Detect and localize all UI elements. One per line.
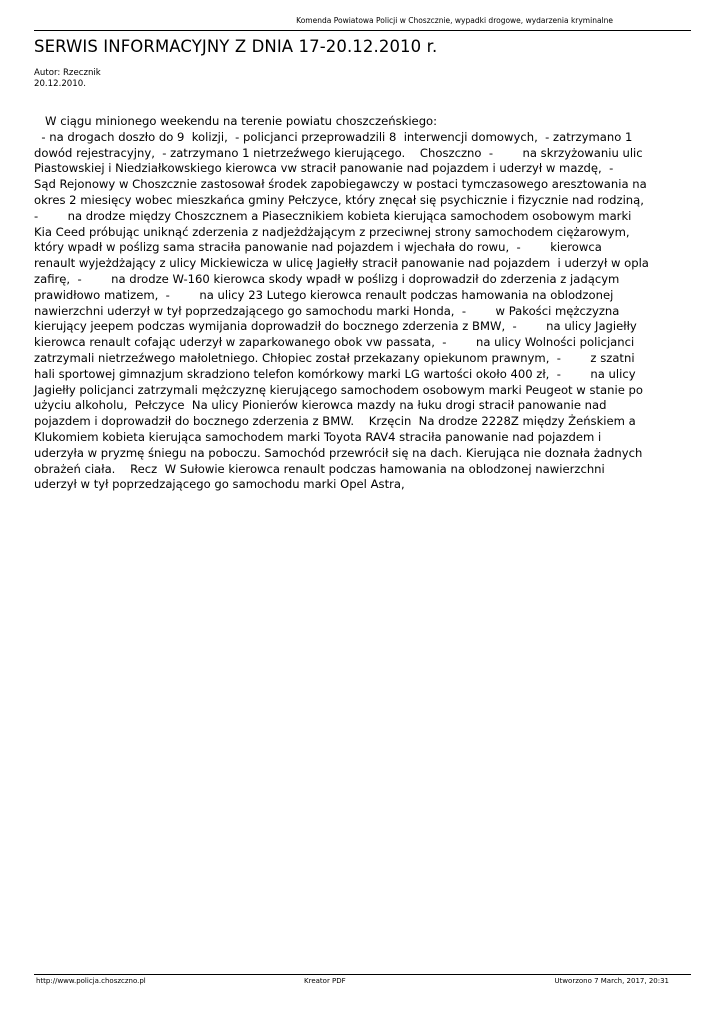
body-line: uderzyła w pryzmę śniegu na poboczu. Samochód przewrócił się na dach. Kierująca nie doznała żadnych: [34, 445, 643, 460]
body-line: Piastowskiej i Niedziałkowskiego kierowca vw stracił panowanie nad pojazdem i uderzył w mazdę, -: [34, 161, 614, 176]
body-line: pojazdem i doprowadził do bocznego zderzenia z BMW. Krzęcin Na drodze 2228Z między Żeńskiem a: [34, 414, 636, 429]
body-line: dowód rejestracyjny, - zatrzymano 1 nietrzeźwego kierującego. Choszczno - na skrzyżowaniu ulic: [34, 145, 643, 160]
body-line: uderzył w tył poprzedzającego go samochodu marki Opel Astra,: [34, 477, 405, 492]
article-meta: [34, 68, 101, 90]
body-line: użyciu alkoholu, Pełczyce Na ulicy Pionierów kierowca mazdy na łuku drogi stracił panowanie nad: [34, 398, 607, 413]
article-body: [34, 114, 684, 493]
body-line: kierujący jeepem podczas wymijania doprowadził do bocznego zderzenia z BMW, - na ulicy Jagiełły: [34, 319, 637, 334]
body-line: W ciągu minionego weekendu na terenie powiatu choszczeńskiego:: [34, 114, 438, 128]
article-title: SERWIS INFORMACYJNY Z DNIA 17-20.12.2010 r.: [34, 37, 438, 56]
body-line: hali sportowej gimnazjum skradziono telefon komórkowy marki LG wartości około 400 zł, - na ulicy: [34, 366, 636, 381]
body-line: renault wyjeżdżający z ulicy Mickiewicza w ulicę Jagiełły stracił panowanie nad pojazdem i uderzył w opla: [34, 256, 649, 271]
footer-generator: Kreator PDF: [304, 977, 346, 985]
body-line: Kia Ceed próbując uniknąć zderzenia z nadjeżdżającym z przeciwnej strony samochodem ciężarowym,: [34, 224, 630, 239]
body-line: - na drodze między Choszcznem a Piasecznikiem kobieta kierująca samochodem osobowym marki: [34, 208, 632, 223]
footer-url-link[interactable]: http://www.policja.choszczno.pl: [36, 977, 146, 985]
body-line: - na drogach doszło do 9 kolizji, - policjanci przeprowadzili 8 interwencji domowych, - zatrzymano 1: [34, 129, 633, 144]
body-line: Jagiełły policjanci zatrzymali mężczyznę kierującego samochodem osobowym marki Peugeot w stanie po: [34, 382, 643, 397]
body-line: Sąd Rejonowy w Choszcznie zastosował środek zapobiegawczy w postaci tymczasowego aresztowania na: [34, 177, 647, 192]
date-line: 20.12.2010.: [34, 79, 86, 89]
body-line: prawidłowo matizem, - na ulicy 23 Lutego kierowca renault podczas hamowania na oblodzonej: [34, 287, 614, 302]
body-line: który wpadł w poślizg sama straciła panowanie nad pojazdem i wjechała do rowu, - kierowca: [34, 240, 602, 255]
body-line: nawierzchni uderzył w tył poprzedzającego go samochodu marki Honda, - w Pakości mężczyzna: [34, 303, 620, 318]
footer-created: Utworzono 7 March, 2017, 20:31: [554, 977, 669, 985]
body-line: kierowca renault cofając uderzył w zaparkowanego obok vw passata, - na ulicy Wolności policjanci: [34, 335, 635, 350]
footer-rule: [34, 974, 691, 975]
running-header: Komenda Powiatowa Policji w Choszcznie, wypadki drogowe, wydarzenia kryminalne: [296, 16, 613, 25]
body-line: Klukomiem kobieta kierująca samochodem marki Toyota RAV4 straciła panowanie nad pojazdem i: [34, 429, 602, 444]
body-line: okres 2 miesięcy wobec mieszkańca gminy Pełczyce, który znęcał się psychicznie i fizycznie nad rodziną,: [34, 192, 644, 207]
body-line: zatrzymali nietrzeźwego małoletniego. Chłopiec został przekazany opiekunom prawnym, - z szatni: [34, 350, 635, 365]
body-line: zafirę, - na drodze W-160 kierowca skody wpadł w poślizg i doprowadził do zderzenia z jadącym: [34, 271, 620, 286]
author-line: Autor: Rzecznik: [34, 68, 101, 78]
body-line: obrażeń ciała. Recz W Sułowie kierowca renault podczas hamowania na oblodzonej nawierzchni: [34, 461, 605, 476]
